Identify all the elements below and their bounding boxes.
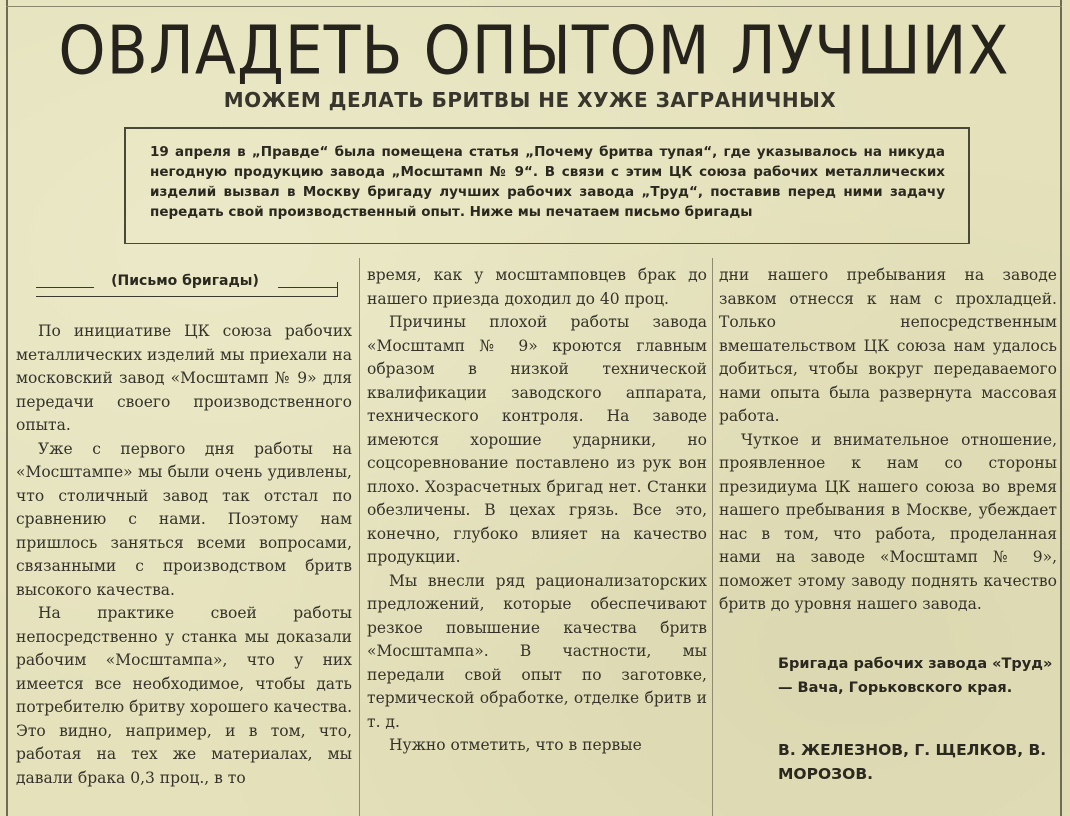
signature-names: В. ЖЕЛЕЗНОВ, Г. ЩЕЛКОВ, В. МОРОЗОВ. [778,741,1047,783]
paragraph: На практике своей работы непосредственно у станка мы доказали рабочим «Мосштампа», что у них имеется все необходимое, чтобы дать потребителю бритву хорошего качества. Это видно, например, и в том, что, работая на тех же материалах, мы давали брака 0,3 проц., в то [16,604,352,787]
intro-paragraph: 19 апреля в „Правде“ была помещена статья „Почему бритва тупая“, где указывалось на никуда негодную продукцию завода „Мосштамп № 9“. В связи с этим ЦК союза рабочих металлических изделий вызвал в Москву бригаду лучших рабочих завода „Труд“, поставив перед ними задачу передать свой производственный опыт. Ниже мы печатаем письмо бригады [150,144,945,220]
paragraph: Уже с первого дня работы на «Мосштампе» мы были очень удивлены, что столичный завод так отстал по сравнению с нами. Поэтому нам пришлось заняться всеми вопросами, связанными с производством бритв высокого качества. [16,439,352,599]
paragraph: время, как у мосштамповцев брак до нашего приезда доходил до 40 проц. [367,266,707,308]
heading-rule-right [278,287,338,288]
article-headline: ОВЛАДЕТЬ ОПЫТОМ ЛУЧШИХ [58,11,1010,91]
paragraph: Причины плохой работы завода «Мосштамп № 9» кроются главным образом в низкой технической квалификации заводского аппарата, технического контроля. На заводе имеются хорошие ударники, но соцсоревнование поставлено из рук вон плохо. Хозрасчетных бригад нет. Станки обезличены. В цехах грязь. Все это, конечно, глубоко влияет на качество продукции. [367,313,707,566]
paragraph: Чуткое и внимательное отношение, проявленное к нам со стороны президиума ЦК нашего союза во время нашего пребывания в Москве, убеждает нас в том, что работа, проделанная нами на заводе «Мосштамп № 9», поможет этому заводу поднять качество бритв до уровня нашего завода. [719,430,1057,613]
left-border-rule [6,0,8,816]
signature-brigade: Бригада рабочих завода «Труд» — Вача, Горьковского края. [778,656,1053,696]
heading-rule-left [36,287,94,288]
article-subheadline: МОЖЕМ ДЕЛАТЬ БРИТВЫ НЕ ХУЖЕ ЗАГРАНИЧНЫХ [223,88,837,112]
column-divider [359,258,360,816]
letter-heading-block [16,264,352,320]
text-column-1 [16,264,352,790]
heading-underline [36,296,338,297]
letter-heading: (Письмо бригады) [111,273,259,289]
paragraph: Мы внесли ряд рационализаторских предложений, которые обеспечивают резкое повышение качества бритв «Мосштампа». В частности, мы передали свой опыт по заготовке, термической обработке, отделке бритв и т. д. [367,571,707,731]
paragraph: дни нашего пребывания на заводе завком отнесся к нам с прохладцей. Только непосредственным вмешательством ЦК союза нам удалось добиться, чтобы вокруг передаваемого нами опыта была развернута массовая работа. [719,266,1057,425]
text-column-2 [367,264,707,758]
right-border-rule [1060,0,1062,816]
paragraph: Нужно отметить, что в первые [389,736,642,754]
paragraph: По инициативе ЦК союза рабочих металлических изделий мы приехали на московский завод «Мосштамп № 9» для передачи своего производственного опыта. [16,322,352,434]
column-divider [712,258,713,816]
heading-rule-tick [337,282,338,296]
text-column-3 [719,264,1057,617]
